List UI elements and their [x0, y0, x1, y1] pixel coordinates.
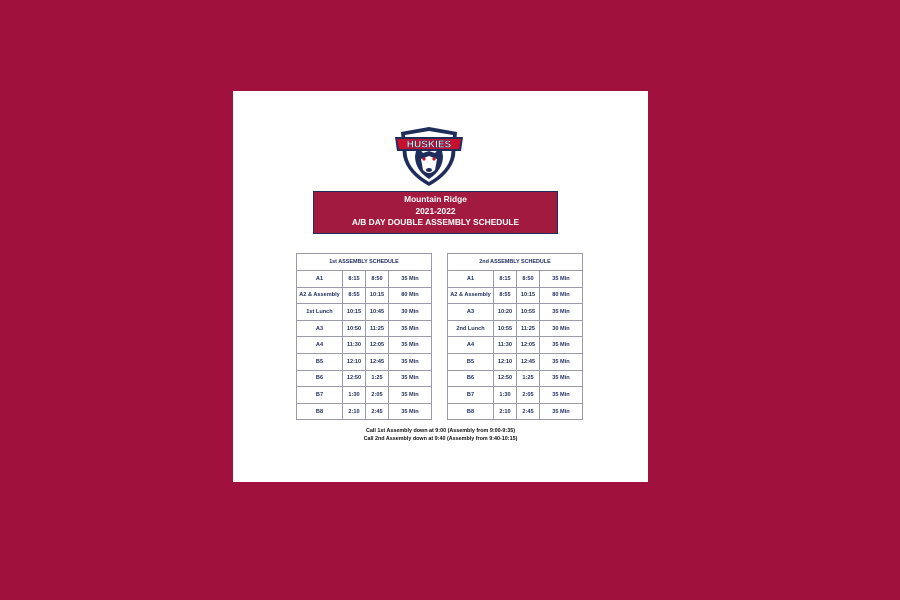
period-cell: B5: [448, 353, 494, 370]
start-time-cell: 12:10: [494, 353, 517, 370]
note-line: Call 2nd Assembly down at 9:40 (Assembly from 9:40-10:15): [363, 436, 518, 442]
huskies-logo: [393, 126, 465, 188]
table-title: 1st ASSEMBLY SCHEDULE: [297, 254, 432, 271]
end-time-cell: 2:45: [366, 403, 389, 420]
schedule-document: [233, 91, 648, 482]
table-row: [448, 287, 583, 304]
end-time-cell: 11:25: [517, 320, 540, 337]
end-time-cell: 12:45: [366, 353, 389, 370]
title-banner: [313, 191, 558, 234]
period-cell: B8: [448, 403, 494, 420]
duration-cell: 35 Min: [389, 320, 432, 337]
duration-cell: 35 Min: [540, 387, 583, 404]
start-time-cell: 8:15: [343, 271, 366, 288]
duration-cell: 35 Min: [389, 370, 432, 387]
period-cell: A4: [448, 337, 494, 354]
end-time-cell: 12:05: [517, 337, 540, 354]
end-time-cell: 2:45: [517, 403, 540, 420]
table-header-row: [297, 254, 432, 271]
duration-cell: 35 Min: [540, 370, 583, 387]
end-time-cell: 2:05: [366, 387, 389, 404]
start-time-cell: 8:15: [494, 271, 517, 288]
duration-cell: 35 Min: [540, 403, 583, 420]
start-time-cell: 10:55: [494, 320, 517, 337]
end-time-cell: 1:25: [517, 370, 540, 387]
first-assembly-table: [296, 253, 432, 420]
table-row: [448, 304, 583, 321]
table-row: [297, 287, 432, 304]
period-cell: A1: [448, 271, 494, 288]
table-row: [297, 304, 432, 321]
table-row: [448, 370, 583, 387]
period-cell: 1st Lunch: [297, 304, 343, 321]
period-cell: A3: [297, 320, 343, 337]
end-time-cell: 2:05: [517, 387, 540, 404]
period-cell: B5: [297, 353, 343, 370]
duration-cell: 35 Min: [389, 353, 432, 370]
start-time-cell: 8:55: [494, 287, 517, 304]
schedule-title: A/B DAY DOUBLE ASSEMBLY SCHEDULE: [351, 217, 520, 227]
start-time-cell: 11:30: [343, 337, 366, 354]
end-time-cell: 12:45: [517, 353, 540, 370]
end-time-cell: 1:25: [366, 370, 389, 387]
period-cell: A4: [297, 337, 343, 354]
period-cell: A3: [448, 304, 494, 321]
table-body: [448, 271, 583, 420]
table-header-row: [448, 254, 583, 271]
table-row: [448, 387, 583, 404]
table-row: [297, 387, 432, 404]
duration-cell: 80 Min: [389, 287, 432, 304]
table-row: [448, 320, 583, 337]
table-row: [448, 271, 583, 288]
note-line: Call 1st Assembly down at 9:00 (Assembly from 9:00-9:35): [366, 428, 515, 434]
period-cell: A1: [297, 271, 343, 288]
duration-cell: 35 Min: [540, 337, 583, 354]
table-row: [448, 353, 583, 370]
start-time-cell: 10:20: [494, 304, 517, 321]
start-time-cell: 10:50: [343, 320, 366, 337]
table-row: [297, 353, 432, 370]
duration-cell: 35 Min: [389, 387, 432, 404]
end-time-cell: 10:45: [366, 304, 389, 321]
start-time-cell: 8:55: [343, 287, 366, 304]
duration-cell: 35 Min: [540, 353, 583, 370]
period-cell: B6: [448, 370, 494, 387]
table-row: [448, 337, 583, 354]
table-title: 2nd ASSEMBLY SCHEDULE: [448, 254, 583, 271]
start-time-cell: 10:15: [343, 304, 366, 321]
end-time-cell: 10:15: [366, 287, 389, 304]
end-time-cell: 8:50: [517, 271, 540, 288]
start-time-cell: 11:30: [494, 337, 517, 354]
duration-cell: 30 Min: [540, 320, 583, 337]
end-time-cell: 10:15: [517, 287, 540, 304]
end-time-cell: 8:50: [366, 271, 389, 288]
duration-cell: 35 Min: [540, 304, 583, 321]
table-row: [297, 337, 432, 354]
start-time-cell: 12:10: [343, 353, 366, 370]
start-time-cell: 2:10: [494, 403, 517, 420]
duration-cell: 35 Min: [540, 271, 583, 288]
duration-cell: 35 Min: [389, 337, 432, 354]
svg-text:HUSKIES: HUSKIES: [406, 139, 452, 151]
period-cell: B6: [297, 370, 343, 387]
table-row: [297, 271, 432, 288]
end-time-cell: 10:55: [517, 304, 540, 321]
period-cell: B7: [448, 387, 494, 404]
table-row: [448, 403, 583, 420]
start-time-cell: 12:50: [343, 370, 366, 387]
table-row: [297, 320, 432, 337]
school-year: 2021-2022: [415, 205, 456, 216]
period-cell: 2nd Lunch: [448, 320, 494, 337]
period-cell: B8: [297, 403, 343, 420]
second-assembly-table: [447, 253, 583, 420]
start-time-cell: 2:10: [343, 403, 366, 420]
duration-cell: 35 Min: [389, 271, 432, 288]
period-cell: A2 & Assembly: [448, 287, 494, 304]
duration-cell: 30 Min: [389, 304, 432, 321]
duration-cell: 80 Min: [540, 287, 583, 304]
period-cell: A2 & Assembly: [297, 287, 343, 304]
duration-cell: 35 Min: [389, 403, 432, 420]
table-row: [297, 370, 432, 387]
start-time-cell: 1:30: [494, 387, 517, 404]
end-time-cell: 11:25: [366, 320, 389, 337]
table-row: [297, 403, 432, 420]
school-name: Mountain Ridge: [404, 194, 467, 204]
table-body: [297, 271, 432, 420]
end-time-cell: 12:05: [366, 337, 389, 354]
period-cell: B7: [297, 387, 343, 404]
start-time-cell: 1:30: [343, 387, 366, 404]
notes: [233, 427, 648, 443]
start-time-cell: 12:50: [494, 370, 517, 387]
